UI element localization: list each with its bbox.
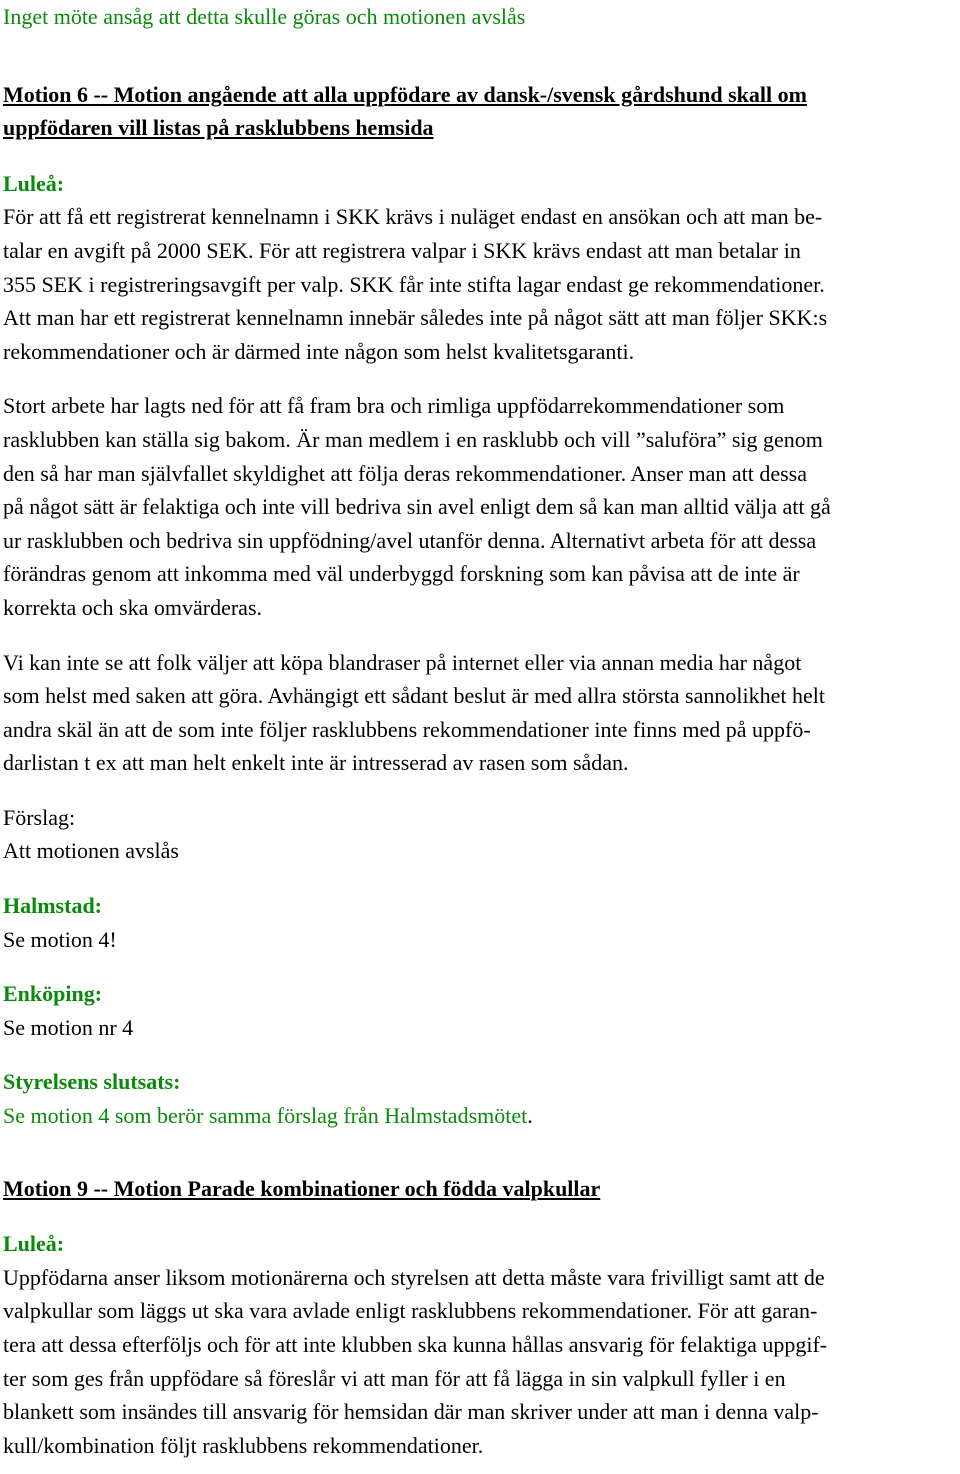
enkoping-section: [3, 977, 958, 1044]
motion9-heading-line: Motion 9 -- Motion Parade kombinationer och födda valpkullar: [3, 1175, 601, 1201]
paragraph-line: den så har man självfallet skyldighet att följa deras rekommendationer. Anser man att dessa: [3, 460, 807, 486]
halmstad-text: Se motion 4!: [3, 926, 117, 952]
enkoping-text: Se motion nr 4: [3, 1014, 134, 1040]
paragraph-line: som helst med saken att göra. Avhängigt ett sådant beslut är med allra största sannolikhet helt: [3, 683, 825, 709]
document-page: [3, 0, 958, 1462]
paragraph-line: tera att dessa efterföljs och för att inte klubben ska kunna hållas ansvarig för felaktiga uppgif-: [3, 1332, 828, 1357]
halmstad-section: [3, 889, 958, 956]
enkoping-label: Enköping:: [3, 981, 103, 1007]
paragraph-line: 355 SEK i registreringsavgift per valp. SKK får inte stifta lagar endast ge rekommendationer.: [3, 271, 825, 297]
lulea-label-text: Luleå:: [3, 1231, 65, 1257]
motion6-lulea-label: [3, 167, 958, 201]
paragraph-line: Vi kan inte se att folk väljer att köpa blandraser på internet eller via annan media har något: [3, 649, 802, 675]
motion6-heading-line-1: Motion 6 -- Motion angående att alla uppfödare av dansk-/svensk gårdshund skall om: [3, 81, 807, 107]
intro-line: [3, 0, 958, 34]
paragraph-line: valpkullar som läggs ut ska vara avlade enligt rasklubbens rekommendationer. För att garan-: [3, 1298, 818, 1324]
board-label: Styrelsens slutsats:: [3, 1069, 181, 1095]
paragraph-line: rekommendationer och är därmed inte någon som helst kvalitetsgaranti.: [3, 338, 635, 364]
paragraph-line: förändras genom att inkomma med väl underbyggd forskning som kan påvisa att de inte är: [3, 561, 800, 587]
paragraph-line: För att få ett registrerat kennelnamn i SKK krävs i nuläget endast en ansökan och att man be-: [3, 204, 823, 230]
paragraph-line: rasklubben kan ställa sig bakom. Är man medlem i en rasklubb och vill ”saluföra” sig genom: [3, 426, 823, 452]
motion6-lulea-paragraph-1: [3, 200, 958, 368]
motion6-proposal: [3, 801, 958, 868]
motion6-lulea-paragraph-2: [3, 389, 958, 624]
paragraph-line: talar en avgift på 2000 SEK. För att registrera valpar i SKK krävs endast att man betalar in: [3, 237, 801, 263]
paragraph-line: ur rasklubben och bedriva sin uppfödning/avel utanför denna. Alternativt arbeta för att dessa: [3, 527, 817, 553]
paragraph-line: Uppfödarna anser liksom motionärerna och styrelsen att detta måste vara frivilligt samt att de: [3, 1264, 825, 1290]
motion9-heading: [3, 1172, 958, 1206]
board-text: Se motion 4 som berör samma förslag från Halmstadsmötet: [3, 1103, 528, 1129]
board-text-line: [3, 1099, 958, 1133]
paragraph-line: andra skäl än att de som inte följer rasklubbens rekommendationer inte finns med på uppfö-: [3, 716, 811, 742]
board-period: .: [527, 1103, 533, 1129]
halmstad-label: Halmstad:: [3, 893, 102, 919]
paragraph-line: ter som ges från uppfödare så föreslår vi att man för att få lägga in sin valpkull fyller i en: [3, 1365, 786, 1391]
motion6-heading-line-2: uppfödaren vill listas på rasklubbens hemsida: [3, 115, 434, 141]
paragraph-line: korrekta och ska omvärderas.: [3, 594, 263, 620]
paragraph-line: på något sätt är felaktiga och inte vill bedriva sin avel enligt dem så kan man alltid välja att gå: [3, 494, 831, 520]
intro-text: Inget möte ansåg att detta skulle göras och motionen avslås: [3, 4, 526, 29]
paragraph-line: Stort arbete har lagts ned för att få fram bra och rimliga uppfödarrekommendationer som: [3, 393, 785, 419]
paragraph-line: darlistan t ex att man helt enkelt inte är intresserad av rasen som sådan.: [3, 750, 629, 776]
proposal-label: Förslag:: [3, 804, 76, 830]
motion6-heading: [3, 78, 958, 145]
motion9-lulea-label: [3, 1227, 958, 1261]
paragraph-line: Att man har ett registrerat kennelnamn innebär således inte på något sätt att man följer SKK:s: [3, 305, 828, 331]
paragraph-line: kull/kombination följt rasklubbens rekommendationer.: [3, 1432, 484, 1458]
lulea-label-text: Luleå:: [3, 170, 65, 196]
paragraph-line: blankett som insändes till ansvarig för hemsidan där man skriver under att man i denna valp-: [3, 1399, 819, 1425]
motion9-lulea-paragraph: [3, 1261, 958, 1463]
motion6-lulea-paragraph-3: [3, 646, 958, 780]
board-conclusion: [3, 1065, 958, 1132]
proposal-text: Att motionen avslås: [3, 838, 179, 864]
